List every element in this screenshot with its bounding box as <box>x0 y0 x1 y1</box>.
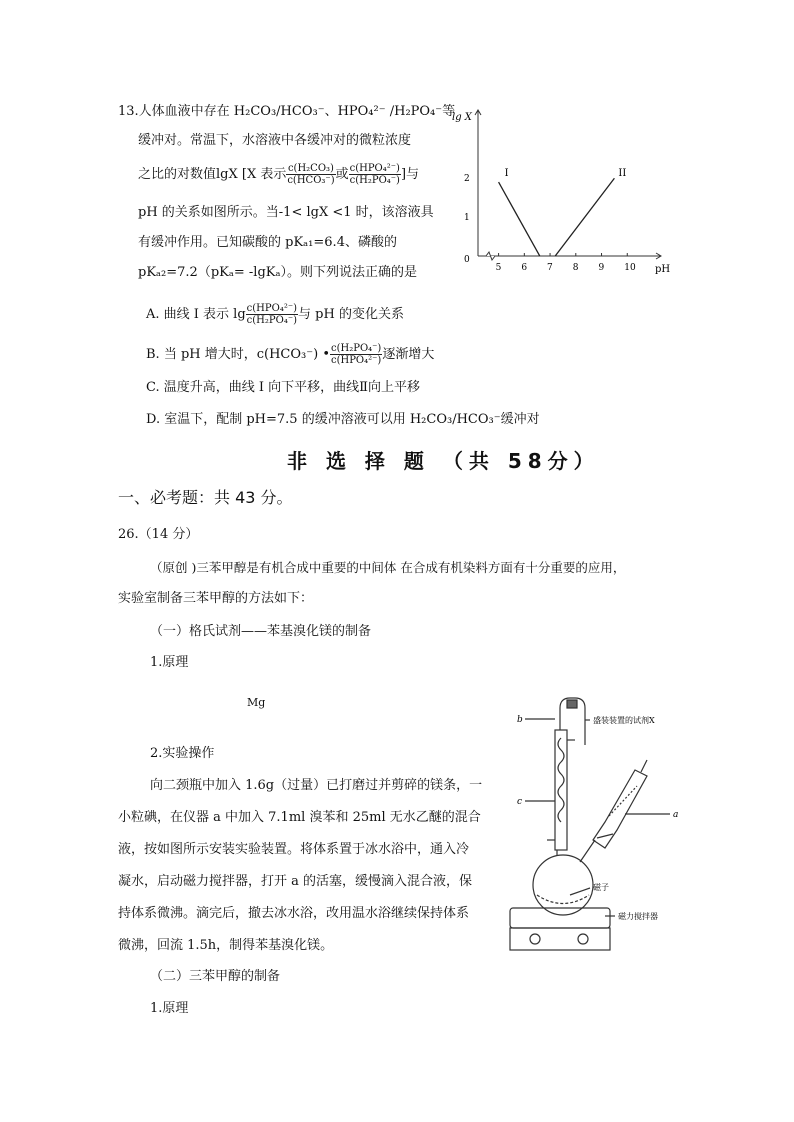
q13-or: 或 <box>335 167 349 182</box>
subsection-title: 一、必考题：共 43 分。 <box>118 488 293 507</box>
apparatus-label-x: 盛装装置的试剂X <box>593 716 655 725</box>
q13-line5: 有缓冲作用。已知碳酸的 pKₐ₁=6.4、磷酸的 <box>138 235 397 250</box>
q26-intro2: 实验室制备三苯甲醇的方法如下： <box>118 591 314 606</box>
x-tick-label: 8 <box>572 263 579 273</box>
q26-operation: 2.实验操作 <box>150 746 215 761</box>
series-label-I: I <box>504 168 509 180</box>
y-tick-label: 0 <box>464 255 470 265</box>
leader-stir <box>570 888 590 895</box>
q26-principle1: 1.原理 <box>150 655 189 670</box>
option-b-pre: B. 当 pH 增大时，c(HCO₃⁻) • <box>146 347 330 362</box>
x-tick-label: 7 <box>547 263 553 273</box>
q26-op4: 凝水，启动磁力搅拌器，打开 a 的活塞，缓慢滴入混合液，保 <box>118 874 473 889</box>
option-a-post: 与 pH 的变化关系 <box>298 307 404 322</box>
option-a-den: c(H₂PO₄⁻) <box>246 315 298 326</box>
option-a-fraction <box>246 303 298 326</box>
fraction-2-num: c(HPO₄²⁻) <box>349 163 400 174</box>
stirrer-knob-2 <box>578 934 588 944</box>
q26-intro1: （原创 )三苯甲醇是有机合成中重要的中间体 在合成有机染料方面有十分重要的应用， <box>150 560 626 575</box>
q26-op6: 微沸，回流 1.5h，制得苯基溴化镁。 <box>118 938 334 953</box>
x-axis-label: pH <box>655 264 671 275</box>
q26-principle2: 1.原理 <box>150 1001 189 1016</box>
fraction-1-den: c(HCO₃⁻) <box>287 175 335 186</box>
apparatus-label-a: a <box>673 810 679 820</box>
series-line-II <box>555 178 614 256</box>
option-d: D. 室温下，配制 pH=7.5 的缓冲溶液可以用 H₂CO₃/HCO₃⁻缓冲对 <box>146 412 540 427</box>
fraction-1 <box>286 163 335 186</box>
reflux-apparatus-figure <box>505 690 730 960</box>
dropping-funnel <box>593 770 647 848</box>
q26-op5: 持体系微沸。滴完后，撤去冰水浴，改用温水浴继续保持体系 <box>118 906 470 921</box>
q26-part1-title: （一）格氏试剂——苯基溴化镁的制备 <box>150 624 372 639</box>
condenser <box>555 730 567 850</box>
funnel-top <box>641 760 647 772</box>
y-axis-label: lg X <box>452 112 472 123</box>
q26-part2-title: （二）三苯甲醇的制备 <box>150 969 281 984</box>
q13-line1: 13.人体血液中存在 H₂CO₃/HCO₃⁻、HPO₄²⁻ /H₂PO₄⁻等 <box>118 104 456 119</box>
apparatus-label-b: b <box>517 715 523 725</box>
q26-op1: 向二颈瓶中加入 1.6g（过量）已打磨过并剪碎的镁条，一 <box>150 778 483 793</box>
drying-tube-bulb <box>567 700 577 708</box>
option-a-num: c(HPO₄²⁻) <box>246 303 298 314</box>
condenser-coil <box>558 738 564 822</box>
q26-op3: 液，按如图所示安装实验装置。将体系置于冰水浴中，通入冷 <box>118 842 470 857</box>
apparatus-label-stir: 磁子 <box>593 883 609 892</box>
x-tick-label: 5 <box>495 263 502 273</box>
apparatus-label-c: c <box>517 797 523 807</box>
round-flask <box>533 855 593 915</box>
q13-line6: pKₐ₂=7.2（pKₐ= -lgKₐ）。则下列说法正确的是 <box>138 265 417 280</box>
q13-line3 <box>138 163 419 186</box>
q13-line3-post: ]与 <box>400 167 420 182</box>
fraction-2-den: c(H₂PO₄⁻) <box>349 175 400 186</box>
q26-op2: 小粒碘，在仪器 a 中加入 7.1ml 溴苯和 25ml 无水乙醚的混合 <box>118 810 481 825</box>
option-b-fraction <box>330 343 382 366</box>
q26-number: 26.（14 分） <box>118 527 199 542</box>
option-b-den: c(HPO₄²⁻) <box>330 355 382 366</box>
q13-line4: pH 的关系如图所示。当-1< lgX <1 时，该溶液具 <box>138 205 434 220</box>
stirrer-top <box>510 908 610 928</box>
option-b-post: 逐渐增大 <box>382 347 435 362</box>
y-tick-label: 1 <box>464 213 470 224</box>
mg-label: Mg <box>247 696 266 709</box>
q13-line3-pre: 之比的对数值lgX [X 表示 <box>138 167 287 182</box>
option-c: C. 温度升高，曲线 I 向下平移，曲线Ⅱ向上平移 <box>146 380 420 395</box>
stopcock <box>597 834 613 838</box>
x-tick-label: 6 <box>521 263 528 273</box>
apparatus-label-mag: 磁力搅拌器 <box>618 912 658 921</box>
side-neck <box>580 840 595 862</box>
stirrer-body <box>510 928 610 950</box>
q13-line2: 缓冲对。常温下，水溶液中各缓冲对的微粒浓度 <box>138 133 412 148</box>
series-label-II: II <box>618 168 627 180</box>
x-axis-break <box>486 252 495 260</box>
fraction-1-num: c(H₂CO₃) <box>287 163 334 174</box>
option-a-pre: A. 曲线 I 表示 lg <box>146 307 246 322</box>
option-b-num: c(H₂PO₄⁻) <box>330 343 382 354</box>
fraction-2 <box>349 163 401 186</box>
option-a <box>146 303 404 326</box>
x-tick-label: 9 <box>598 263 605 273</box>
option-b <box>146 343 434 366</box>
ph-chart <box>448 104 678 276</box>
stirrer-knob-1 <box>530 934 540 944</box>
section-title: 非 选 择 题 （共 58分） <box>287 449 600 473</box>
flask-liquid <box>537 895 589 904</box>
x-tick-label: 10 <box>624 263 636 273</box>
series-line-I <box>499 182 540 256</box>
y-tick-label: 2 <box>464 174 470 185</box>
